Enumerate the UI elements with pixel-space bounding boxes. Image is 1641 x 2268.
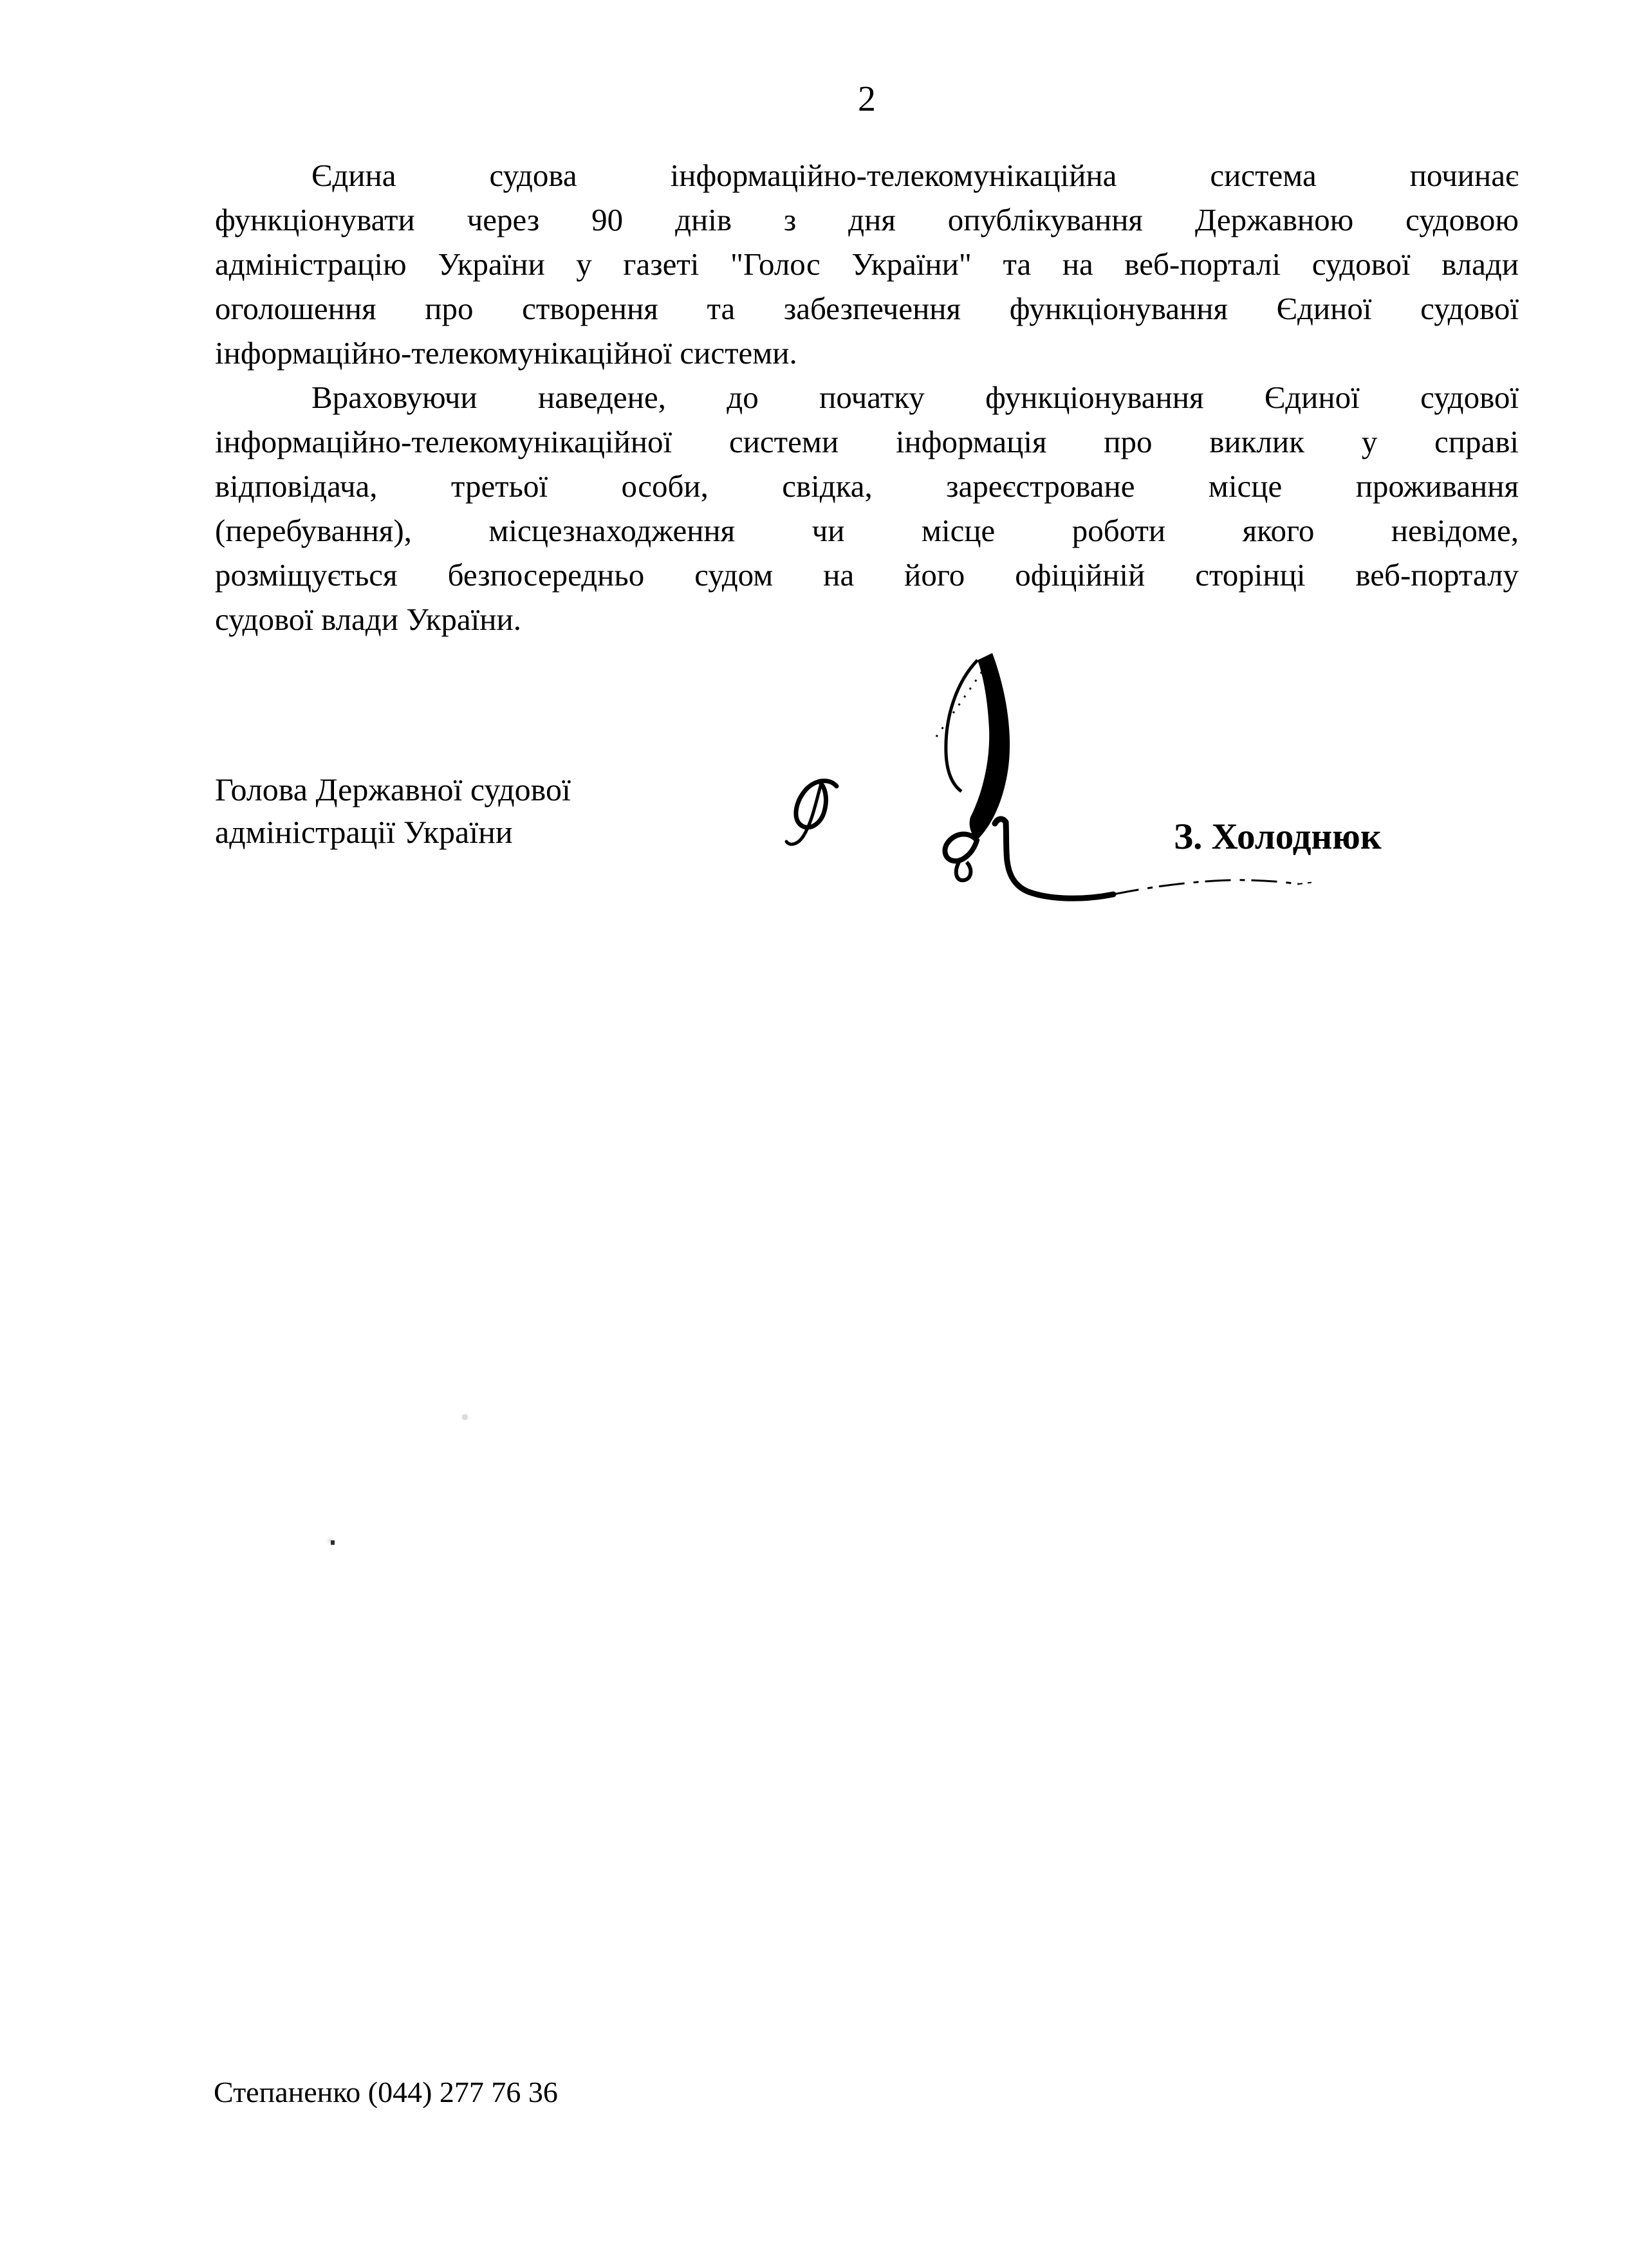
signer-name: З. Холоднюк [1174,816,1382,857]
text-line: оголошення про створення та забезпечення функціонування Єдиної судової [215,291,1519,326]
scan-speck [462,1414,468,1420]
text-line: відповідача, третьої особи, свідка, зареєстроване місце проживання [215,468,1519,504]
signer-position-title [215,768,571,853]
page-number: 2 [858,79,876,119]
text-line: інформаційно-телекомунікаційної системи інформація про виклик у справі [215,424,1519,459]
text-line: Єдина судова інформаційно-телекомунікаційна система починає [311,158,1519,193]
signer-position-line1: Голова Державної судової [215,771,571,807]
handwritten-signature-icon [740,618,1448,939]
text-line: судової влади України. [215,602,521,637]
signer-position-line2: адміністрації України [215,814,513,850]
footer-contact: Степаненко (044) 277 76 36 [214,2076,558,2108]
text-line: (перебування), місцезнаходження чи місце роботи якого невідоме, [215,513,1519,548]
paragraph [215,153,1519,375]
scan-speck [331,1540,335,1545]
text-line: функціонувати через 90 днів з дня опублікування Державною судовою [215,202,1519,237]
document-body [215,153,1519,641]
text-line: інформаційно-телекомунікаційної системи. [215,335,797,371]
text-line: розміщується безпосередньо судом на його офіційній сторінці веб-порталу [215,557,1519,593]
paragraph [215,375,1519,641]
text-line: Враховуючи наведене, до початку функціонування Єдиної судової [311,380,1519,415]
text-line: адміністрацію України у газеті "Голос України" та на веб-порталі судової влади [215,246,1519,282]
